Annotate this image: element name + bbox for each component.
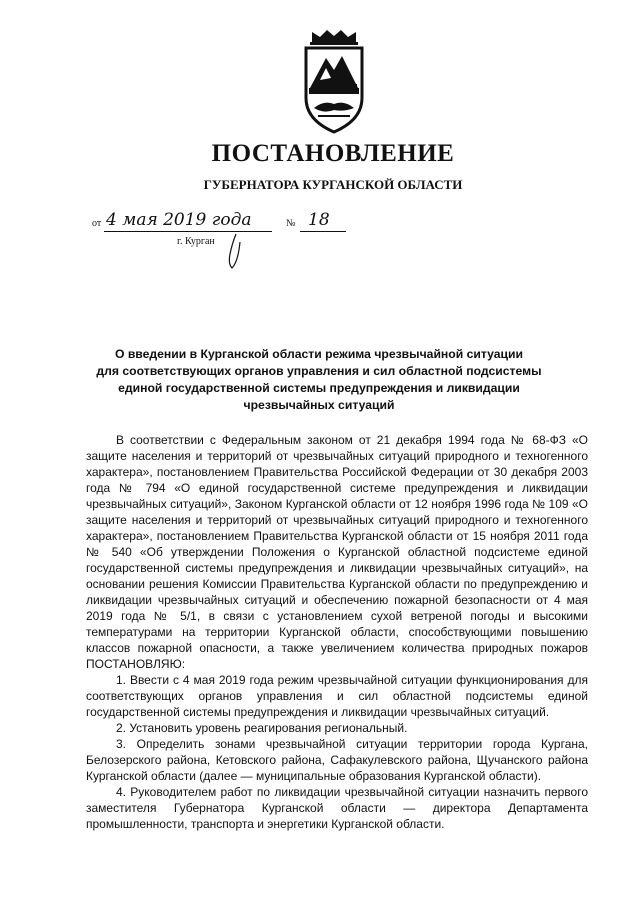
heading-line: для соответствующих органов управления и сил областной подсистемы	[96, 364, 542, 378]
item-paragraph: 1. Ввести с 4 мая 2019 года режим чрезвычайной ситуации функционирования для соответствующих органов управления и сил областной подсистемы единой государственной системы предупреждения и ликвидации чрезвычайных ситуаций.	[86, 673, 588, 719]
number-prefix: №	[286, 218, 296, 229]
document-body	[86, 432, 588, 832]
signature-stroke	[222, 232, 248, 272]
coat-of-arms-emblem	[300, 28, 368, 136]
item-paragraph: 4. Руководителем работ по ликвидации чрезвычайной ситуации назначить первого заместителя Губернатора Курганской области — директора Департамента промышленности, транспорта и энергетики Курганской области.	[86, 785, 588, 831]
document-title: ПОСТАНОВЛЕНИЕ	[211, 140, 455, 167]
heading-line: чрезвычайных ситуаций	[243, 398, 395, 412]
item-paragraph: 3. Определить зонами чрезвычайной ситуации территории города Кургана, Белозерского района, Кетовского района, Сафакулевского района, Щучанского района Курганской области (далее — муниципальные образования Курганской области).	[86, 737, 588, 783]
preamble-paragraph: В соответствии с Федеральным законом от 21 декабря 1994 года № 68-ФЗ «О защите населения и территорий от чрезвычайных ситуаций природного и техногенного характера», постановлением Правительства Российской Федерации от 30 декабря 2003 года № 794 «О единой государственной системе предупреждения и ликвидации чрезвычайных ситуаций», Законом Курганской области от 12 ноября 1996 года № 109 «О защите населения и территорий от чрезвычайных ситуаций природного и техногенного характера», постановлением Правительства Курганской области от 15 ноября 2011 года № 540 «Об утверждении Положения о Курганской областной подсистеме единой государственной системы предупреждения и ликвидации чрезвычайных ситуаций», на основании решения Комиссии Правительства Курганской области по предупреждению и ликвидации чрезвычайных ситуаций и обеспечению пожарной безопасности от 4 мая 2019 года № 5/1, в связи с установлением сухой ветреной погоды и высокими температурами на территории Курганской области, способствующими повышению классов пожарной опасности, а также увеличением количества природных пожаров ПОСТАНОВЛЯЮ:	[86, 433, 588, 671]
item-paragraph: 2. Установить уровень реагирования региональный.	[116, 721, 408, 735]
handwritten-date: 4 мая 2019 года	[106, 210, 252, 230]
city-label: г. Курган	[177, 236, 215, 247]
document-heading	[86, 346, 552, 414]
number-underline	[300, 231, 346, 232]
heading-line: единой государственной системы предупреждения и ликвидации	[118, 381, 520, 395]
date-prefix: от	[92, 218, 102, 229]
heading-line: О введении в Курганской области режима чрезвычайной ситуации	[114, 347, 524, 361]
handwritten-number: 18	[308, 210, 330, 230]
issuer-subtitle: ГУБЕРНАТОРА КУРГАНСКОЙ ОБЛАСТИ	[203, 177, 463, 192]
